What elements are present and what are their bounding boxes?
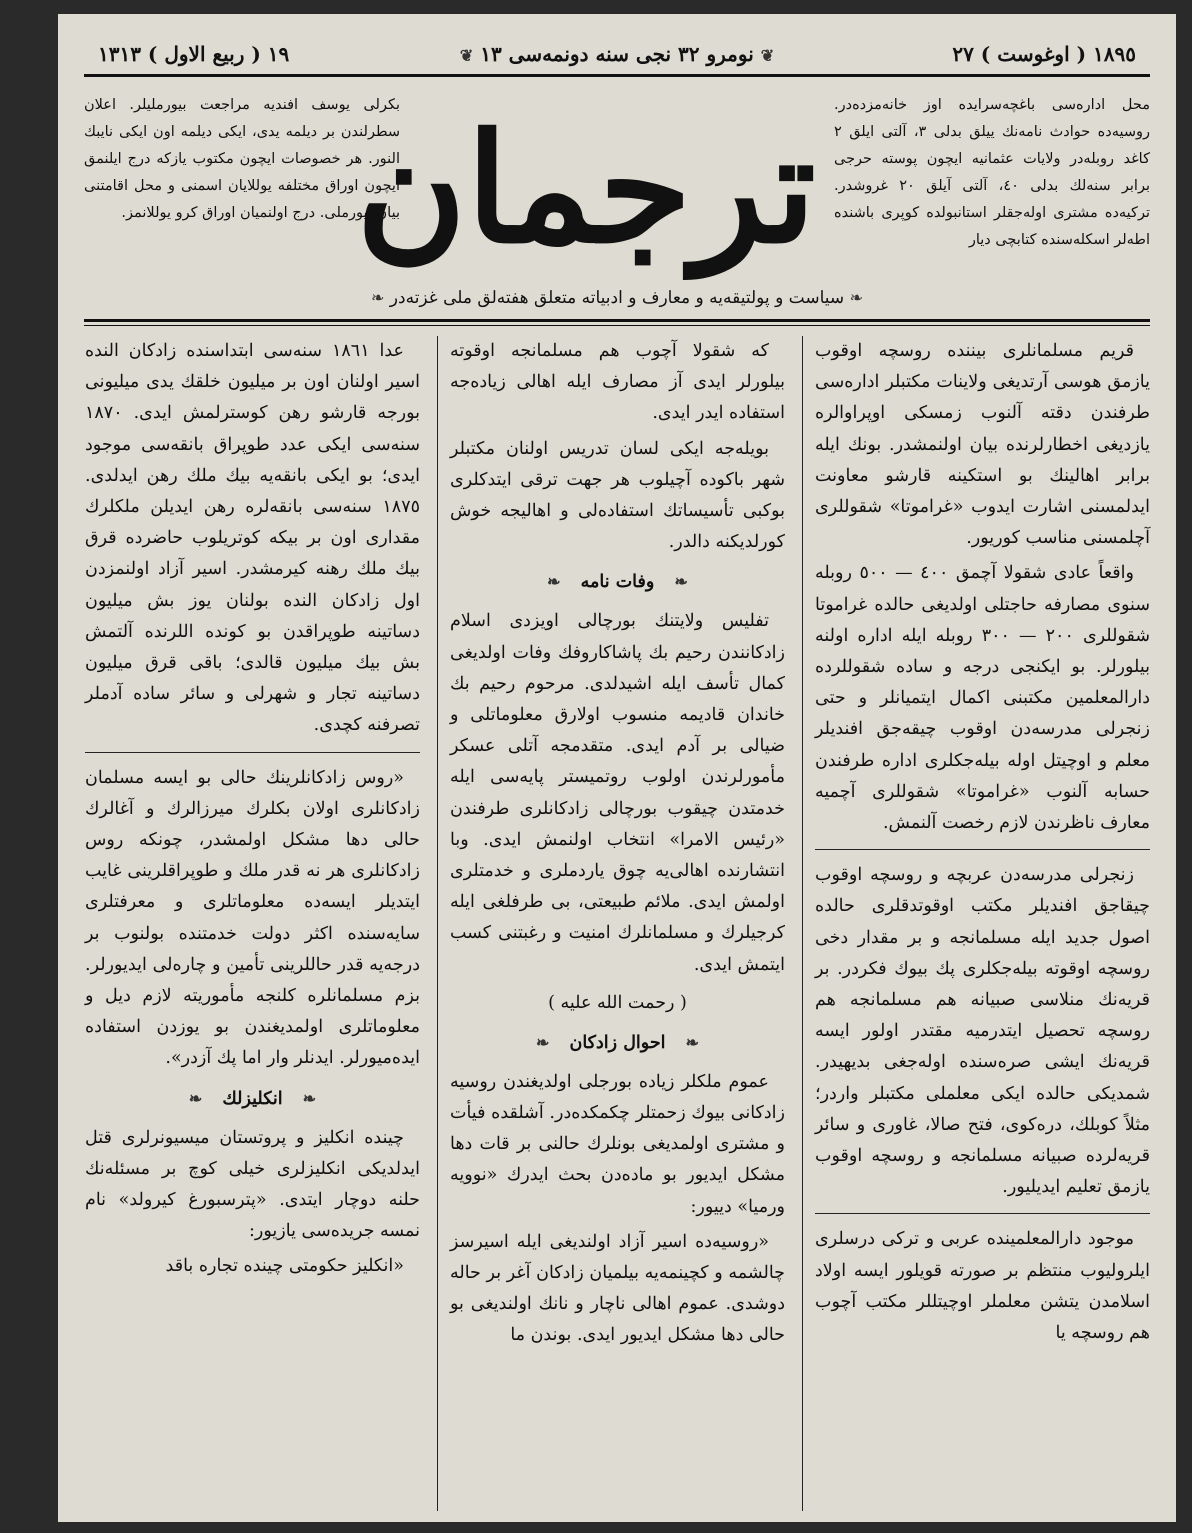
- subscription-notice: محل اداره‌سی باغچه‌سرایده اوز خانه‌مزده‌در. روسیه‌ده حوادث نامه‌نك ییلق بدلی ٣، آلتی ایلق ٢ کاغد روبله‌در ولایات عثمانیه ایچون پوسته حرجی برابر سنه‌لك بدلی ٤٠، آلتی آیلق ٢٠ غروشدر. ترکیه‌ده مشتری اوله‌جقلر استانبولده کوپری باشنده اطه‌لر اسکله‌سنده کتابچی دیار: [834, 97, 1150, 248]
- heading-text: وفات نامه: [580, 572, 655, 593]
- section-heading: [85, 1083, 420, 1115]
- article-paragraph: عدا ١٨٦١ سنه‌سی ابتداسنده زادکان النده اسیر اولنان اون بر میلیون خلقك یدی میلیونی بورجه قارشو رهن کوسترلمش ایدی. ١٨٧٠ سنه‌سی ایکی عدد طوپراق بانقه‌سی موجود ایدی؛ بو ایکی بانقه‌یه بیك ملك رهن ایدلدی. ١٨٧٥ سنه‌سی بانقه‌لره رهن ایدیلن ملکلرك مقداری اون بر بیکه کوتریلوب حاضرده قرق بیك ملك رهنه کیرمشدر. اسیر آزاد اولنمزدن اول زادکان النده بولنان یوز بش میلیون دساتینه طوپراقدن بو کونده اللرنده آلتمش بش بیك میلیون قالدی؛ باقی قرق میلیون دساتینه تجار و شهرلی و سائر ساده آدملر تصرفنه کچدی.: [85, 341, 420, 736]
- ornament-icon: ❧: [188, 1088, 203, 1108]
- ornament-icon: ❦: [760, 46, 775, 65]
- tagline: [84, 282, 1150, 314]
- column-divider: [437, 336, 438, 1511]
- ornament-icon: ❧: [849, 288, 863, 307]
- heading-text: انکلیزلك: [222, 1088, 283, 1109]
- article-paragraph: بویله‌جه ایکی لسان تدریس اولنان مکتبلر شهر باکوده آچیلوب هر جهت ترقی ایتدکلری بوکبی تأسیساتك استفاده‌لی و اهالیجه خوش کورلدیکنه دالدر.: [450, 438, 785, 553]
- article-paragraph: موجود دارالمعلمینده عربی و ترکی درسلری ایلرولیوب منتظم بر صورته قویلور ایسه اولاد اسلامدن یتشن معلملر اوچیتللر مکتب آچوب هم روسچه یا: [815, 1229, 1150, 1344]
- ornament-icon: ❧: [685, 1032, 699, 1052]
- section-heading: [450, 566, 785, 598]
- article-paragraph: عموم ملکلر زیاده بورجلی اولدیغندن روسیه زادکانی بیوك زحمتلر چکمکده‌در. آشلقده فیأت و مشتری اولمدیغی بونلرك حالنی بر قات دها مشکل ایدیور بو ماده‌دن بحث ایدرك «نوویه ورمیا» دییور:: [450, 1071, 785, 1217]
- issue-text: نومرو ٣٢ نجی سنه دونمه‌سی ١٣: [480, 42, 754, 66]
- article-paragraph: تفلیس ولایتنك بورچالی اویزدی اسلام زادکانندن رحیم بك پاشا‌کاروفك وفات اولدیغی کمال تأسف ایله اشیدلدی. مرحوم رحیم بك خاندان قادیمه منسوب اولارق معلوماتلی و ضیالی بر آدم ایدی. متقدمجه آتلی عسکر مأمورلرندن اولوب روتمیستر پایه‌سی ایله خدمتدن چیقوب بورچالی زادکانلری طرفندن «رئیس الامرا» انتخاب اولنمش ایدی. وبا انتشارنده اهالی‌یه چوق یاردملری و خدمتلری اولمش ایدی. ملائم طبیعتی، بی طرفلغی ایله کرجیلرك و مسلمانلرك امنیت و رغبتنی کسب ایتمش ایدی.: [450, 611, 785, 975]
- article-paragraph: واقعاً عادی شقولا آچمق ٤٠٠ — ٥٠٠ روبله سنوی مصارفه حاجتلی اولدیغی حالده غراموتا شقوللری ٢٠٠ — ٣٠٠ روبله ایله اداره اولنه بیلورلر. بو ایکنجی درجه و ساده شقوللرده دارالمعلمین مکتبنی اکمال ایتمیانلر و حتی زنجرلی مدرسه‌دن اوقوب چیقه‌جق افندیلر معلم و اوچیتل اوله بیله‌جکلری اداره طرفندن حسابه آلنوب «غراموتا» شقوللری آچمیه معارف ناظرندن لازم رخصت آلنمش.: [815, 563, 1150, 834]
- article-paragraph: «روسیه‌ده اسیر آزاد اولندیغی ایله اسیرسز چالشمه و کچینمه‌یه بیلمیان زادکان آغر بر حاله دوشدی. عموم اهالی ناچار و نانك اولندیغی بو حالی دها مشکل ایدیور ایدی. بوندن ما: [450, 1231, 785, 1346]
- ornament-icon: ❧: [535, 1032, 550, 1052]
- article-paragraph: «انکلیز حکومتی چینده تجاره باقد: [165, 1256, 404, 1277]
- divider: [815, 1213, 1150, 1214]
- gregorian-date: ١٨٩٥ ( اوغوست ) ٢٧: [952, 42, 1136, 66]
- article-paragraph: زنجرلی مدرسه‌دن عربچه و روسچه اوقوب چیقاجق افندیلر مکتب اوقوتدقلری حالده اصول جدید ایله مسلمانجه و بر مقدار دخی روسچه اوقوته بیله‌جکلری پك بیوك فکردر. بر قریه‌نك منلاسی صبیانه هم مسلمانجه هم روسچه تحصیل ایتدرمیه مقتدر اولور ایسه قریه‌نك ایشی صره‌سنده اوله‌جغی بدیهیدر. شمدیکی حالده ایکی معلملی مکتبلر واردر؛ مثلاً کوبلك، دره‌کوی، فتح صالا، غاوری و سائر قریه‌لرده صبیانه مسلمانجه و روسچه اوقوب یازمق تعلیم ایدیلیور.: [815, 865, 1150, 1198]
- heading-text: احوال زادکان: [569, 1032, 666, 1053]
- masthead-title: ترجمان: [356, 101, 816, 277]
- hijri-date: ١٩ ( ربیع الاول ) ١٣١٣: [98, 42, 290, 66]
- column-middle: [450, 336, 785, 1508]
- blessing-line: ( رحمت الله علیه ): [548, 992, 687, 1013]
- article-paragraph: چینده انکلیز و پروتستان میسیونرلری قتل ایدلدیکی انکلیزلری خیلی کوچ بر مسئله‌نك حلنه دوچار ایتدی. «پترسبورغ کیرولد» نام نمسه جریده‌سی یازیور:: [85, 1127, 420, 1242]
- ornament-icon: ❧: [302, 1088, 317, 1108]
- column-left: [85, 336, 420, 1508]
- header-rule: [84, 319, 1150, 322]
- article-paragraph: «روس زادکانلرینك حالی بو ایسه مسلمان زادکانلری اولان بکلرك میرزالرك و آغالرك حالی دها مشکل اولمشدر، چونکه روس زادکانلری هر نه قدر ملك و طوپراقلرینی غایب ایتدیلر ایسه‌ده معلوماتلری و معرفتلری سایه‌سنده اکثر دولت خدمتنده بولنوب بر درجه‌یه قدر حاللرینی تأمین و چاره‌لی ایدیورلر. بزم مسلمانلره کلنجه مأموریته لازم دیل و معلوماتلری اولمدیغندن بو یوزدن استفاده ایده‌میورلر. ایدنلر وار اما پك آزدر».: [85, 767, 420, 1069]
- dateline: [98, 42, 1136, 72]
- divider: [815, 849, 1150, 850]
- ornament-icon: ❧: [370, 288, 385, 307]
- article-paragraph: قریم مسلمانلری بیننده روسچه اوقوب یازمق هوسی آرتدیغی ولاینات مکتبلر اداره‌سی طرفندن دقته آلنوب زمسکی اوپراوالره یازدیغی اخطارلرنده بیان اولنمشدر. بونك ایله برابر اهالینك بو استکینه قارشو معاونت ایدلمسنی اشارت ایدوب «غراموتا» شقوللری آچلمسنی مناسب کوریور.: [815, 341, 1150, 549]
- header-rule-thin: [84, 325, 1150, 326]
- column-right: [815, 336, 1150, 1508]
- newspaper-page: [58, 14, 1176, 1522]
- advertising-notice: بکرلی یوسف افندیه مراجعت بیورملیلر. اعلان سطرلندن بر دیلمه یدی، ایکی دیلمه اون ایکی نایبك النور. هر خصوصات ایچون مکتوب یازکه درج ایلنمق ایچون اوراق مختلفه یوللایان اسمنی و محل اقامتنی بیان بیورملی. درج اولنمیان اوراق کرو یوللانمز.: [84, 97, 400, 221]
- ornament-icon: ❧: [547, 572, 561, 592]
- divider: [85, 752, 420, 753]
- tagline-text: سیاست و پولتیقه‌یه و معارف و ادبیاته متعلق هفته‌لق ملی غزته‌در: [389, 288, 845, 308]
- section-heading: [450, 1027, 785, 1059]
- top-rule: [84, 74, 1150, 77]
- issue-number: [460, 42, 774, 66]
- article-paragraph: که شقولا آچوب هم مسلمانجه اوقوته بیلورلر ایدی آز مصارف ایله اهالی زیاده‌جه استفاده ایدر ایدی.: [450, 341, 785, 424]
- ornament-icon: ❦: [459, 46, 474, 65]
- ornament-icon: ❧: [674, 572, 688, 592]
- column-divider: [802, 336, 803, 1511]
